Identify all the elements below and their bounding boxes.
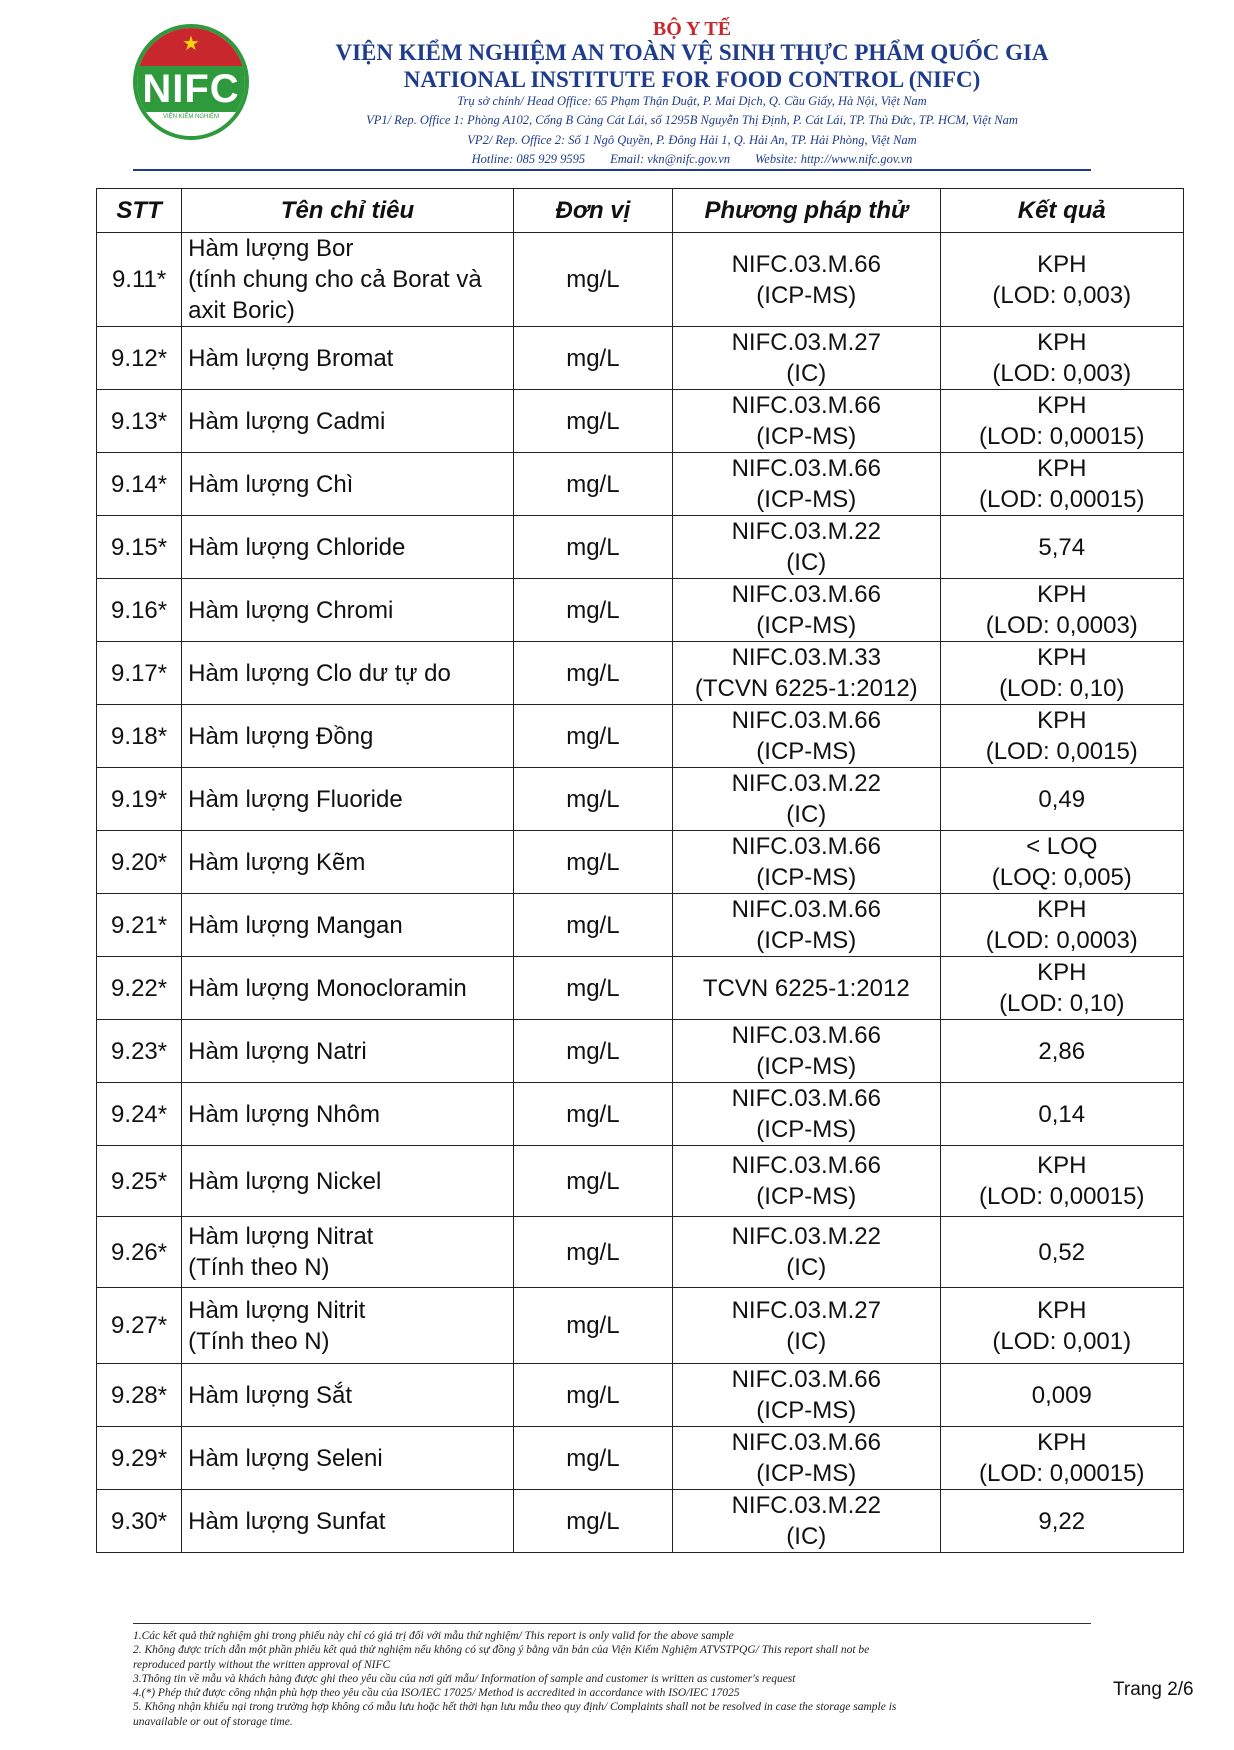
- table-row: [97, 1217, 1184, 1288]
- cell-result: [940, 453, 1183, 516]
- result-line: KPH: [1037, 455, 1087, 482]
- cell-stt: 9.29*: [97, 1427, 182, 1490]
- cell-method: [673, 453, 940, 516]
- result-line: 5,74: [1038, 533, 1086, 561]
- cell-unit: mg/L: [513, 768, 672, 831]
- office1-address: VP1/ Rep. Office 1: Phòng A102, Cổng B Cảng Cát Lái, số 1295B Nguyễn Thị Định, P. Cát Lái, TP. Thủ Đức, TP. HCM, Việt Nam: [366, 113, 1018, 127]
- cell-indicator: [182, 579, 514, 642]
- result-line: < LOQ: [1026, 833, 1098, 860]
- cell-method: [673, 642, 940, 705]
- method-line: (ICP-MS): [756, 1397, 857, 1424]
- indicator-line: Hàm lượng Cadmi: [188, 407, 386, 435]
- table-header-row: [97, 189, 1184, 233]
- method-line: NIFC.03.M.66: [731, 581, 881, 608]
- cell-result: [940, 1427, 1183, 1490]
- method-line: NIFC.03.M.33: [731, 644, 881, 671]
- cell-result: [940, 579, 1183, 642]
- cell-indicator: [182, 1020, 514, 1083]
- cell-unit: mg/L: [513, 453, 672, 516]
- cell-result: [940, 768, 1183, 831]
- cell-result: [940, 1020, 1183, 1083]
- indicator-line: Hàm lượng Monocloramin: [188, 974, 467, 1002]
- star-icon: ★: [182, 33, 200, 55]
- cell-stt: 9.30*: [97, 1490, 182, 1553]
- cell-method: [673, 1490, 940, 1553]
- cell-stt: 9.24*: [97, 1083, 182, 1146]
- indicator-line: Hàm lượng Seleni: [188, 1444, 383, 1472]
- cell-method: [673, 1427, 940, 1490]
- header-unit: Đơn vị: [513, 189, 672, 233]
- cell-method: [673, 233, 940, 327]
- result-line: 0,52: [1038, 1238, 1086, 1266]
- table-row: [97, 1020, 1184, 1083]
- logo-text: NIFC: [137, 66, 245, 112]
- result-line: KPH: [1037, 1296, 1087, 1324]
- institute-name-en: NATIONAL INSTITUTE FOR FOOD CONTROL (NIFC): [403, 67, 981, 92]
- table-row: [97, 768, 1184, 831]
- cell-stt: 9.18*: [97, 705, 182, 768]
- method-line: (ICP-MS): [756, 281, 857, 309]
- cell-method: [673, 1217, 940, 1288]
- cell-unit: mg/L: [513, 579, 672, 642]
- indicator-line: Hàm lượng Chì: [188, 470, 354, 498]
- result-line: KPH: [1037, 959, 1087, 986]
- method-line: (ICP-MS): [756, 1053, 857, 1080]
- cell-unit: mg/L: [513, 894, 672, 957]
- method-line: NIFC.03.M.66: [731, 1085, 881, 1112]
- cell-indicator: [182, 768, 514, 831]
- header-result: Kết quả: [940, 189, 1183, 233]
- result-line: KPH: [1037, 707, 1087, 734]
- method-line: NIFC.03.M.66: [731, 250, 881, 278]
- method-line: NIFC.03.M.66: [731, 1429, 881, 1456]
- indicator-line: Hàm lượng Nitrit: [188, 1296, 366, 1324]
- indicator-line: Hàm lượng Fluoride: [188, 785, 403, 813]
- cell-stt: 9.11*: [97, 233, 182, 327]
- cell-result: [940, 894, 1183, 957]
- footer-divider: [133, 1623, 1091, 1624]
- method-line: NIFC.03.M.22: [731, 1492, 881, 1519]
- table-row: [97, 831, 1184, 894]
- indicator-line: Hàm lượng Clo dư tự do: [188, 659, 451, 687]
- table-row: [97, 957, 1184, 1020]
- cell-stt: 9.28*: [97, 1364, 182, 1427]
- indicator-line: Hàm lượng Mangan: [188, 911, 403, 939]
- method-line: (ICP-MS): [756, 486, 857, 513]
- cell-indicator: [182, 327, 514, 390]
- result-line: KPH: [1037, 329, 1087, 356]
- cell-stt: 9.26*: [97, 1217, 182, 1288]
- result-line: KPH: [1037, 1152, 1087, 1179]
- method-line: NIFC.03.M.66: [731, 707, 881, 734]
- cell-indicator: [182, 1083, 514, 1146]
- indicator-line: Hàm lượng Bor: [188, 235, 354, 262]
- cell-result: [940, 1288, 1183, 1364]
- cell-result: [940, 1083, 1183, 1146]
- indicator-line: Hàm lượng Chromi: [188, 596, 394, 624]
- cell-result: [940, 642, 1183, 705]
- cell-result: [940, 957, 1183, 1020]
- method-line: (IC): [786, 801, 827, 828]
- method-line: NIFC.03.M.27: [731, 1296, 881, 1324]
- results-table: [96, 188, 1184, 1553]
- table-row: [97, 516, 1184, 579]
- result-line: (LOD: 0,003): [992, 360, 1132, 387]
- cell-indicator: [182, 831, 514, 894]
- result-line: KPH: [1037, 250, 1087, 278]
- cell-unit: mg/L: [513, 1217, 672, 1288]
- table-row: [97, 233, 1184, 327]
- method-line: NIFC.03.M.66: [731, 1022, 881, 1049]
- table-row: [97, 1427, 1184, 1490]
- table-row: [97, 1288, 1184, 1364]
- cell-unit: mg/L: [513, 1490, 672, 1553]
- nifc-logo: [133, 24, 249, 140]
- result-line: (LOD: 0,00015): [979, 423, 1145, 450]
- method-line: (ICP-MS): [756, 612, 857, 639]
- cell-method: [673, 579, 940, 642]
- table-row: [97, 1083, 1184, 1146]
- method-line: NIFC.03.M.22: [731, 1223, 881, 1250]
- result-line: 2,86: [1038, 1037, 1086, 1065]
- method-line: (TCVN 6225-1:2012): [694, 675, 918, 702]
- cell-indicator: [182, 390, 514, 453]
- table-row: [97, 453, 1184, 516]
- cell-unit: mg/L: [513, 642, 672, 705]
- cell-indicator: [182, 233, 514, 327]
- footer-note: 5. Không nhận khiếu nại trong trường hợp không có mẫu lưu hoặc hết thời hạn lưu mẫu theo quy định/ Complaints shall not be resolved in case the storage sample is: [133, 1701, 897, 1714]
- indicator-line: Hàm lượng Natri: [188, 1037, 367, 1065]
- result-line: KPH: [1037, 1429, 1087, 1456]
- result-line: (LOD: 0,10): [999, 990, 1125, 1017]
- indicator-line: (Tính theo N): [188, 1327, 330, 1355]
- result-line: 0,49: [1038, 785, 1086, 813]
- indicator-line: Hàm lượng Kẽm: [188, 848, 366, 876]
- head-office-address: Trụ sở chính/ Head Office: 65 Phạm Thận Duật, P. Mai Dịch, Q. Cầu Giấy, Hà Nội, Việt Nam: [457, 94, 927, 108]
- method-line: NIFC.03.M.66: [731, 896, 881, 923]
- result-line: 0,14: [1038, 1100, 1086, 1128]
- result-line: (LOD: 0,0015): [985, 738, 1138, 765]
- cell-stt: 9.20*: [97, 831, 182, 894]
- result-line: (LOQ: 0,005): [991, 864, 1132, 891]
- cell-indicator: [182, 957, 514, 1020]
- cell-result: [940, 516, 1183, 579]
- cell-indicator: [182, 1217, 514, 1288]
- method-line: (ICP-MS): [756, 927, 857, 954]
- indicator-line: Hàm lượng Sắt: [188, 1381, 353, 1409]
- cell-unit: mg/L: [513, 1083, 672, 1146]
- footer-notes: [133, 1629, 1108, 1729]
- result-line: (LOD: 0,0003): [985, 612, 1138, 639]
- cell-method: [673, 516, 940, 579]
- table-row: [97, 705, 1184, 768]
- method-line: NIFC.03.M.66: [731, 833, 881, 860]
- indicator-line: Hàm lượng Nitrat: [188, 1223, 374, 1250]
- cell-stt: 9.23*: [97, 1020, 182, 1083]
- result-line: 9,22: [1038, 1507, 1086, 1535]
- cell-indicator: [182, 642, 514, 705]
- cell-unit: mg/L: [513, 233, 672, 327]
- cell-result: [940, 831, 1183, 894]
- method-line: (IC): [786, 1327, 827, 1355]
- indicator-line: Hàm lượng Nickel: [188, 1167, 382, 1195]
- result-line: (LOD: 0,00015): [979, 1183, 1145, 1210]
- method-line: NIFC.03.M.66: [731, 455, 881, 482]
- cell-stt: 9.14*: [97, 453, 182, 516]
- cell-indicator: [182, 453, 514, 516]
- result-line: (LOD: 0,00015): [979, 1460, 1145, 1487]
- indicator-line: (tính chung cho cả Borat và: [188, 266, 482, 293]
- cell-result: [940, 327, 1183, 390]
- cell-unit: mg/L: [513, 1288, 672, 1364]
- cell-method: [673, 831, 940, 894]
- header-indicator: Tên chỉ tiêu: [182, 189, 514, 233]
- method-line: NIFC.03.M.22: [731, 518, 881, 545]
- method-line: NIFC.03.M.27: [731, 329, 881, 356]
- table-row: [97, 390, 1184, 453]
- cell-result: [940, 1146, 1183, 1217]
- header-divider: [133, 169, 1091, 171]
- cell-unit: mg/L: [513, 1364, 672, 1427]
- indicator-line: Hàm lượng Sunfat: [188, 1507, 386, 1535]
- cell-unit: mg/L: [513, 831, 672, 894]
- cell-unit: mg/L: [513, 390, 672, 453]
- table-row: [97, 642, 1184, 705]
- footer-note: 2. Không được trích dẫn một phần phiếu kết quả thử nghiệm nếu không có sự đồng ý bằng văn bản của Viện Kiểm Nghiệm ATVSTPQG/ This report shall not be: [133, 1644, 870, 1657]
- cell-stt: 9.27*: [97, 1288, 182, 1364]
- footer-note: unavailable or out of storage time.: [133, 1715, 293, 1728]
- cell-stt: 9.12*: [97, 327, 182, 390]
- cell-stt: 9.15*: [97, 516, 182, 579]
- cell-result: [940, 1364, 1183, 1427]
- result-line: 0,009: [1031, 1381, 1092, 1409]
- cell-unit: mg/L: [513, 1146, 672, 1217]
- table-row: [97, 1490, 1184, 1553]
- method-line: (IC): [786, 1523, 827, 1550]
- method-line: (IC): [786, 1254, 827, 1281]
- institute-name-vn: VIỆN KIỂM NGHIỆM AN TOÀN VỆ SINH THỰC PHẨM QUỐC GIA: [335, 40, 1049, 65]
- result-line: (LOD: 0,00015): [979, 486, 1145, 513]
- cell-indicator: [182, 705, 514, 768]
- table-row: [97, 1364, 1184, 1427]
- table-row: [97, 579, 1184, 642]
- indicator-line: (Tính theo N): [188, 1254, 330, 1281]
- ministry-name: BỘ Y TẾ: [652, 18, 732, 40]
- indicator-line: Hàm lượng Nhôm: [188, 1100, 381, 1128]
- cell-method: [673, 1020, 940, 1083]
- method-line: (ICP-MS): [756, 423, 857, 450]
- method-line: (IC): [786, 549, 827, 576]
- cell-method: [673, 957, 940, 1020]
- cell-result: [940, 1217, 1183, 1288]
- cell-result: [940, 705, 1183, 768]
- method-line: TCVN 6225-1:2012: [702, 974, 910, 1002]
- indicator-line: Hàm lượng Đồng: [188, 722, 374, 750]
- result-line: (LOD: 0,0003): [985, 927, 1138, 954]
- method-line: (ICP-MS): [756, 738, 857, 765]
- cell-indicator: [182, 1427, 514, 1490]
- cell-result: [940, 1490, 1183, 1553]
- cell-result: [940, 233, 1183, 327]
- result-line: KPH: [1037, 392, 1087, 419]
- cell-method: [673, 894, 940, 957]
- table-row: [97, 327, 1184, 390]
- page-number: Trang 2/6: [1113, 1679, 1194, 1700]
- cell-unit: mg/L: [513, 327, 672, 390]
- cell-method: [673, 1083, 940, 1146]
- cell-method: [673, 1146, 940, 1217]
- cell-indicator: [182, 516, 514, 579]
- method-line: NIFC.03.M.66: [731, 1152, 881, 1179]
- indicator-line: axit Boric): [188, 297, 295, 324]
- cell-unit: mg/L: [513, 705, 672, 768]
- logo-subtext: VIỆN KIỂM NGHIỆM: [162, 114, 219, 120]
- result-line: KPH: [1037, 581, 1087, 608]
- footer-note: reproduced partly without the written approval of NIFC: [133, 1658, 391, 1671]
- cell-stt: 9.22*: [97, 957, 182, 1020]
- method-line: (ICP-MS): [756, 1460, 857, 1487]
- method-line: (IC): [786, 360, 827, 387]
- contact-line: Hotline: 085 929 9595 Email: vkn@nifc.gov.vn Website: http://www.nifc.gov.vn: [471, 152, 913, 166]
- cell-unit: mg/L: [513, 1427, 672, 1490]
- cell-method: [673, 1288, 940, 1364]
- cell-stt: 9.13*: [97, 390, 182, 453]
- cell-unit: mg/L: [513, 516, 672, 579]
- result-line: KPH: [1037, 644, 1087, 671]
- cell-indicator: [182, 1146, 514, 1217]
- footer-note: 1.Các kết quả thử nghiệm ghi trong phiếu này chỉ có giá trị đối với mẫu thử nghiệm/ This report is only valid for the above sample: [133, 1630, 734, 1642]
- cell-result: [940, 390, 1183, 453]
- cell-method: [673, 390, 940, 453]
- office2-address: VP2/ Rep. Office 2: Số 1 Ngô Quyền, P. Đông Hải 1, Q. Hải An, TP. Hải Phòng, Việt Nam: [467, 133, 917, 147]
- cell-method: [673, 1364, 940, 1427]
- indicator-line: Hàm lượng Bromat: [188, 344, 394, 372]
- result-line: (LOD: 0,003): [992, 281, 1132, 309]
- footer-note: 3.Thông tin về mẫu và khách hàng được ghi theo yêu cầu của nơi gửi mẫu/ Information of sample and customer is written as customer's request: [133, 1672, 796, 1685]
- result-line: (LOD: 0,001): [992, 1327, 1132, 1355]
- footer-note: 4.(*) Phép thử được công nhận phù hợp theo yêu cầu của ISO/IEC 17025/ Method is accredited in accordance with ISO/IEC 17025: [133, 1687, 740, 1700]
- cell-stt: 9.19*: [97, 768, 182, 831]
- cell-stt: 9.17*: [97, 642, 182, 705]
- cell-unit: mg/L: [513, 957, 672, 1020]
- cell-indicator: [182, 1288, 514, 1364]
- cell-indicator: [182, 894, 514, 957]
- cell-method: [673, 327, 940, 390]
- result-line: KPH: [1037, 896, 1087, 923]
- method-line: (ICP-MS): [756, 1116, 857, 1143]
- cell-indicator: [182, 1490, 514, 1553]
- cell-unit: mg/L: [513, 1020, 672, 1083]
- cell-method: [673, 705, 940, 768]
- method-line: (ICP-MS): [756, 1183, 857, 1210]
- cell-stt: 9.21*: [97, 894, 182, 957]
- method-line: NIFC.03.M.66: [731, 1366, 881, 1393]
- cell-stt: 9.16*: [97, 579, 182, 642]
- cell-method: [673, 768, 940, 831]
- method-line: NIFC.03.M.22: [731, 770, 881, 797]
- method-line: (ICP-MS): [756, 864, 857, 891]
- table-row: [97, 894, 1184, 957]
- header-stt: STT: [97, 189, 182, 233]
- header-method: Phương pháp thử: [673, 189, 940, 233]
- cell-stt: 9.25*: [97, 1146, 182, 1217]
- cell-indicator: [182, 1364, 514, 1427]
- indicator-line: Hàm lượng Chloride: [188, 533, 406, 561]
- method-line: NIFC.03.M.66: [731, 392, 881, 419]
- table-row: [97, 1146, 1184, 1217]
- result-line: (LOD: 0,10): [999, 675, 1125, 702]
